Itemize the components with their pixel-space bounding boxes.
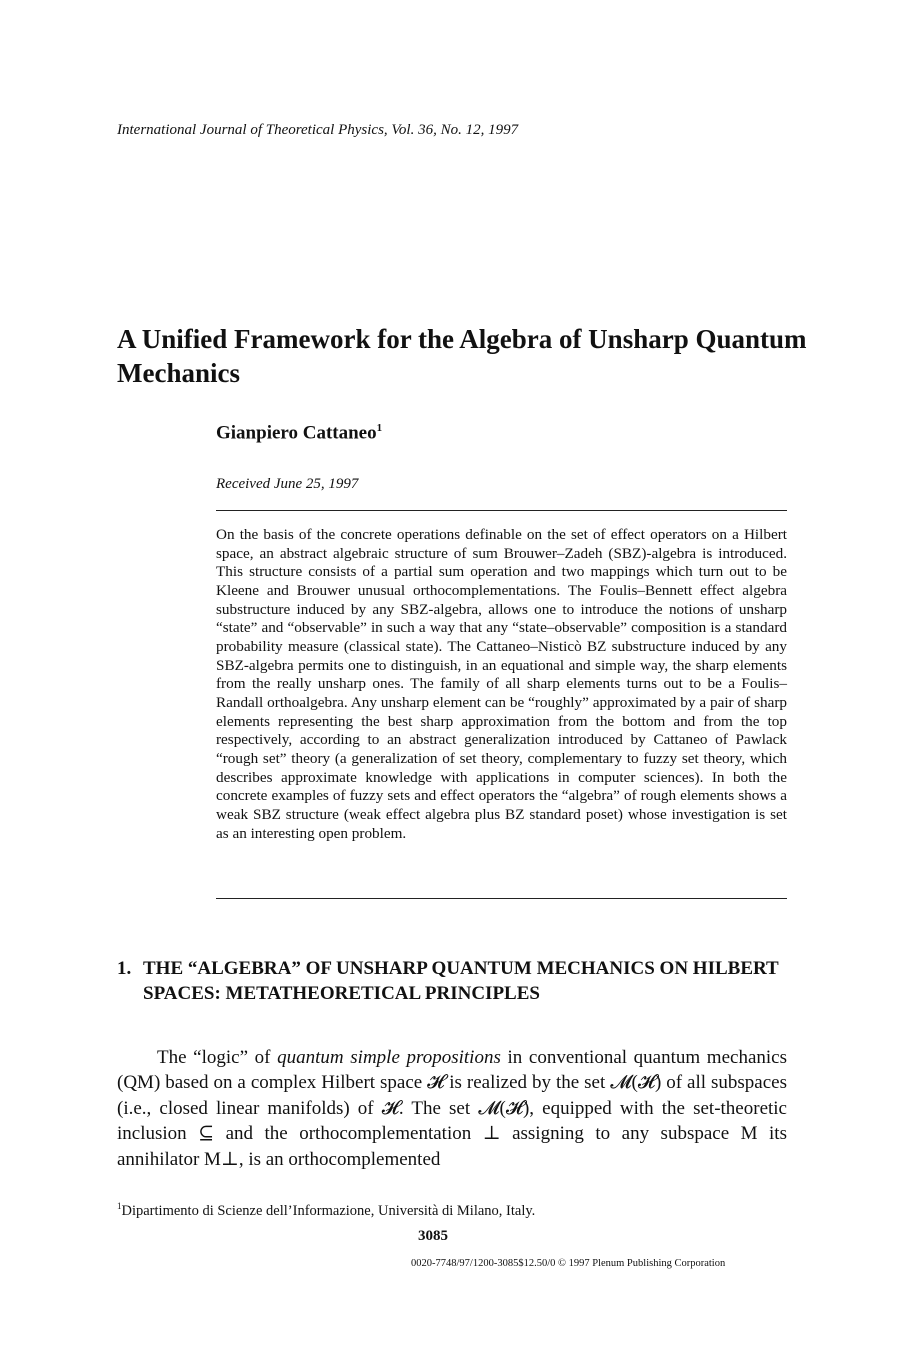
paper-title: A Unified Framework for the Algebra of Unsharp Quantum Mechanics	[117, 324, 807, 388]
section-title: THE “ALGEBRA” OF UNSHARP QUANTUM MECHANICS ON HILBERT SPACES: METATHEORETICAL PRINCIPLES	[143, 958, 779, 1004]
publisher-imprint: 0020-7748/97/1200-3085$12.50/0 © 1997 Plenum Publishing Corporation	[411, 1258, 726, 1269]
page-number: 3085	[418, 1228, 448, 1244]
body-text-b: in conventional quantum mechanics (QM) based on a complex Hilbert space 𝓗 is realized by the set 𝓜(𝓗) of all subspaces (i.e., closed linear manifolds) of 𝓗. The set 𝓜(𝓗), equipped with the set-theoretic inclusion ⊆ and the orthocomplementation ⊥ assigning to any subspace M its annihilator M⊥, is an orthocomplemented	[117, 1047, 787, 1170]
footnote	[117, 1201, 535, 1220]
body-paragraph	[117, 1045, 787, 1172]
author-footnote-mark: 1	[376, 422, 383, 434]
abstract: On the basis of the concrete operations definable on the set of effect operators on a Hilbert space, an abstract algebraic structure of sum Brouwer–Zadeh (SBZ)-algebra is introduced. This structure consists of a partial sum operation and two mappings which turn out to be Kleene and Brouwer unusual orthocomplementations. The Foulis–Bennett effect algebra substructure induced by any SBZ-algebra, allows one to introduce the notions of unsharp “state” and “observable” in such a way that any “state–observable” composition is a standard probability measure (classical state). The Cattaneo–Nisticò BZ substructure induced by any SBZ-algebra permits one to distinguish, in an equational and simple way, the sharp elements from the really unsharp ones. The family of all sharp elements turns out to be a Foulis–Randall orthoalgebra. Any unsharp element can be “roughly” approximated by a pair of sharp elements representing the best sharp approximation from the bottom and from the top respectively, according to an abstract generalization introduced by Cattaneo of Pawlack “rough set” theory (a generalization of set theory, complementary to fuzzy set theory, which describes approximate knowledge with applications in computer sciences). In both the concrete examples of fuzzy sets and effect operators the “algebra” of rough elements shows a weak SBZ structure (weak effect algebra plus BZ standard poset) whose investigation is set as an interesting open problem.	[216, 526, 787, 842]
footnote-mark: 1	[117, 1201, 122, 1211]
abstract-top-rule	[216, 510, 787, 511]
body-text-a: The “logic” of	[157, 1047, 278, 1068]
section-heading	[117, 956, 797, 1006]
section-number: 1.	[117, 958, 132, 979]
abstract-bottom-rule	[216, 898, 787, 899]
author-line	[216, 422, 382, 444]
journal-header: International Journal of Theoretical Physics, Vol. 36, No. 12, 1997	[117, 122, 519, 138]
body-emphasis: quantum simple propositions	[277, 1047, 501, 1068]
author-name: Gianpiero Cattaneo	[216, 422, 377, 444]
received-date: Received June 25, 1997	[216, 476, 359, 492]
footnote-text: Dipartimento di Scienze dell’Informazione, Università di Milano, Italy.	[121, 1202, 536, 1219]
